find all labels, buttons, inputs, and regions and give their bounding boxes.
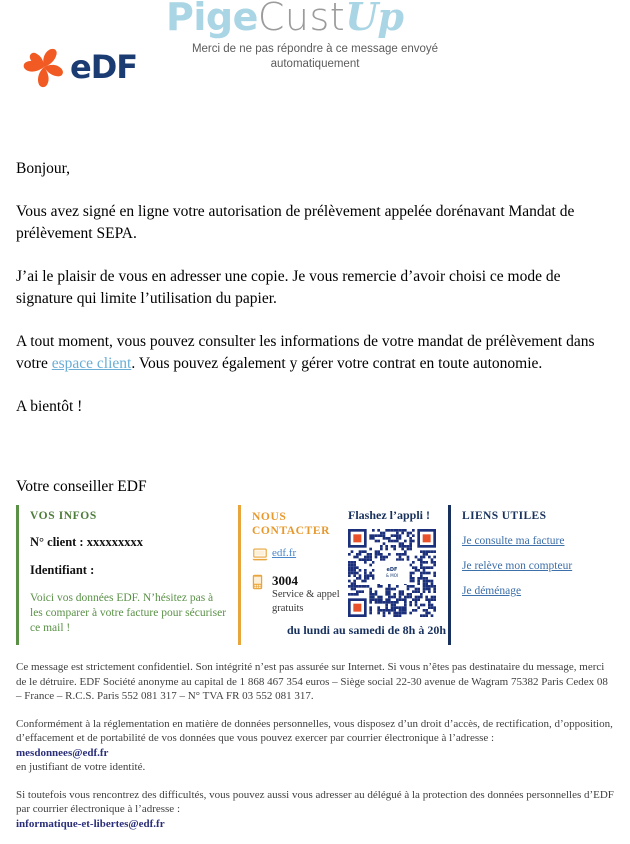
signature-text: Votre conseiller EDF [16, 478, 147, 495]
paragraph-sepa-mandate: Vous avez signé en ligne votre autorisation de prélèvement appelée dorénavant Mandat de prélèvement SEPA. [16, 203, 575, 242]
opening-hours: du lundi au samedi de 8h à 20h [286, 623, 447, 637]
email-header [0, 0, 630, 110]
nous-contacter-heading: NOUS CONTACTER [252, 511, 331, 537]
watermark-cust: Cust [257, 0, 346, 39]
footer-cards [16, 500, 614, 655]
card-vos-infos [16, 500, 228, 650]
link-consulte-facture[interactable]: Je consulte ma facture [462, 535, 565, 547]
legal-dpo [16, 788, 616, 832]
greeting-text: Bonjour, [16, 160, 71, 177]
paragraph-espace-client [16, 331, 616, 375]
vos-infos-note: Voici vos données EDF. N’hésitez pas à les comparer à votre facture pour sécuriser ce mail ! [30, 592, 227, 634]
accent-rule-orange [238, 505, 241, 645]
contact-website-row [252, 547, 343, 566]
phone-number: 3004 [272, 573, 298, 588]
closing-text: A bientôt ! [16, 398, 83, 415]
watermark-pige: Pige [166, 0, 258, 39]
qr-logo-brand: eDF [386, 567, 398, 573]
legal-gdpr-intro: Conformément à la réglementation en matière de données personnelles, vous disposez d’un droit d’accès, de rectification, d’opposition, d’effacement et de portabilité de vos données que vous pouvez exercer par courrier électronique à l’adresse : [16, 717, 613, 744]
edf-pinwheel-icon [18, 42, 70, 94]
paragraph-copy-signature: J’ai le plaisir de vous en adresser une copie. Je vous remercie d’avoir choisi ce mode de signature qui limite l’utilisation du papier. [16, 268, 561, 307]
qr-code[interactable] [348, 529, 436, 617]
accent-rule-green [16, 505, 19, 645]
accent-rule-navy [448, 505, 451, 645]
contact-phone-row [252, 573, 343, 615]
vos-infos-heading: VOS INFOS [30, 510, 97, 522]
edf-wordmark: eDF [70, 48, 138, 86]
link-demenage[interactable]: Je déménage [462, 585, 522, 597]
legal-gdpr-outro: en justifiant de votre identité. [16, 761, 146, 773]
identifier-label: Identifiant : [30, 563, 95, 577]
flashez-appli-heading: Flashez l’appli ! [348, 508, 431, 522]
email-body [16, 158, 616, 519]
no-reply-notice: Merci de ne pas répondre à ce message envoyé automatiquement [191, 43, 439, 70]
legal-gdpr [16, 717, 616, 775]
card-liens-utiles [448, 500, 614, 650]
mobile-phone-icon [252, 573, 272, 595]
edf-fr-link[interactable]: edf.fr [272, 547, 297, 559]
phone-note: Service & appel gratuits [272, 589, 340, 614]
watermark-up: Up [345, 0, 403, 39]
pigecustup-watermark [166, 0, 403, 38]
paragraph-text-before-link: A tout moment, vous pouvez consulter les informations de votre mandat de prélèvement dans votre [16, 333, 595, 372]
legal-dpo-intro: Si toutefois vous rencontrez des difficultés, vous pouvez aussi vous adresser au délégué à la protection des données personnelles d’EDF par courrier électronique à l’adresse : [16, 788, 614, 815]
liens-utiles-heading: LIENS UTILES [462, 510, 547, 522]
espace-client-link[interactable]: espace client [51, 355, 132, 372]
mesdonnees-email-link[interactable]: mesdonnees@edf.fr [16, 746, 109, 759]
laptop-icon [252, 547, 272, 566]
client-number-value: N° client : xxxxxxxxx [30, 535, 143, 549]
legal-confidentiality: Ce message est strictement confidentiel. Son intégrité n’est pas assurée sur Internet. Si vous n’êtes pas destinataire du message, merci de le détruire. EDF Société anonyme au capital de 1 868 467 354 euros – Siège social 22-30 avenue de Wagram 75382 Paris Cedex 08 – France – R.C.S. Paris 552 081 317 – N° TVA FR 03 552 081 317. [16, 661, 608, 702]
link-releve-compteur[interactable]: Je relève mon compteur [462, 560, 573, 572]
legal-footer [16, 660, 616, 844]
edf-logo [18, 42, 146, 94]
qr-center-logo [375, 562, 409, 584]
paragraph-text-after-link: . Vous pouvez également y gérer votre contrat en toute autonomie. [131, 355, 543, 372]
informatique-libertes-email-link[interactable]: informatique-et-libertes@edf.fr [16, 817, 165, 830]
qr-logo-subtitle: & MOI [385, 573, 399, 578]
